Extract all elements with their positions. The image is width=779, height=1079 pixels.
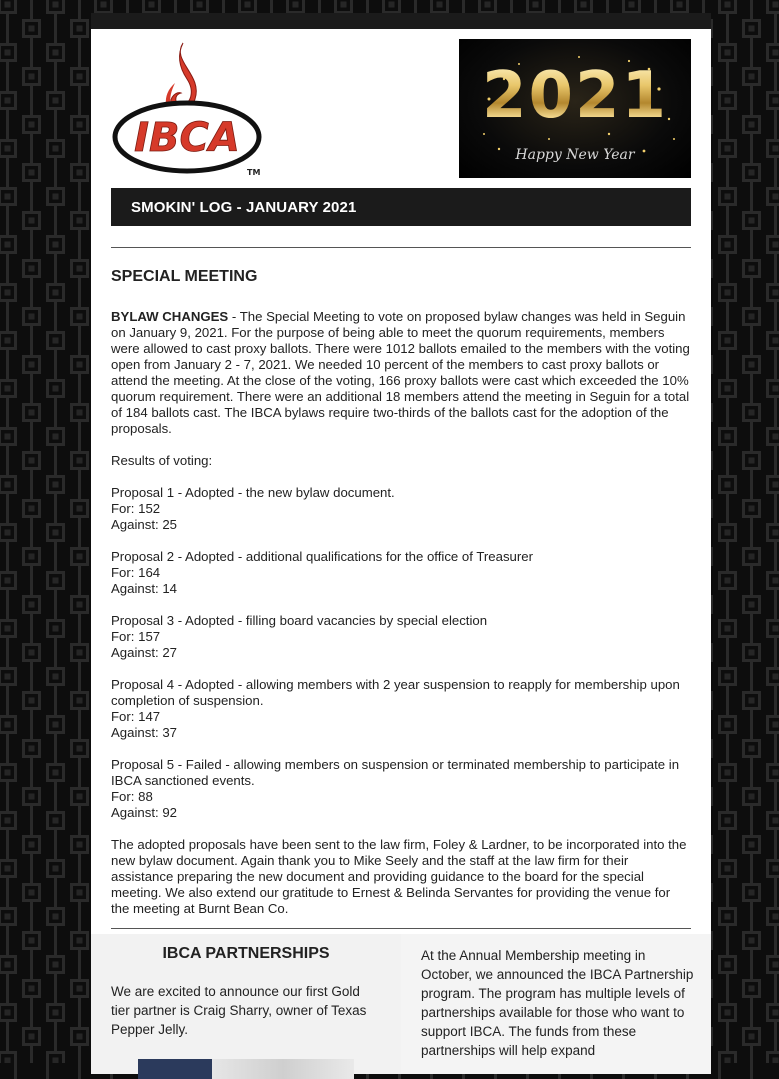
proposal-for: For: 88	[111, 789, 153, 804]
newsletter-title-bar	[111, 188, 691, 226]
proposal-title: Proposal 1 - Adopted - the new bylaw document.	[111, 485, 395, 500]
proposal-title: Proposal 3 - Adopted - filling board vacancies by special election	[111, 613, 488, 628]
section-heading: SPECIAL MEETING	[111, 268, 258, 285]
proposal-title: Proposal 4 - Adopted - allowing members with 2 year suspension to reapply for membership upon completion of suspension.	[111, 677, 680, 708]
divider	[111, 928, 691, 929]
top-strip	[91, 13, 711, 29]
ibca-logo[interactable]	[111, 39, 271, 177]
proposal-for: For: 164	[111, 565, 161, 580]
proposal-against: Against: 14	[111, 581, 177, 596]
results-label: Results of voting:	[111, 453, 213, 468]
proposal-item	[111, 549, 691, 597]
proposal-against: Against: 27	[111, 645, 177, 660]
proposal-for: For: 157	[111, 629, 161, 644]
intro-paragraph	[111, 309, 691, 437]
partnerships-heading: IBCA PARTNERSHIPS	[162, 945, 330, 962]
new-year-image	[459, 39, 691, 178]
closing-paragraph: The adopted proposals have been sent to the law firm, Foley & Lardner, to be incorporated into the new bylaw document. Again thank you to Mike Seely and the staff at the law firm for their assistance preparing the new document and providing guidance to the board for the special meeting. We also extend our gratitude to Ernest & Belinda Servantes for providing the venue for the meeting at Burnt Bean Co.	[111, 837, 687, 916]
partnerships-left-column	[111, 944, 381, 1039]
svg-text:TM: TM	[247, 168, 261, 177]
proposal-for: For: 152	[111, 501, 161, 516]
proposal-item	[111, 757, 691, 821]
proposal-item	[111, 677, 691, 741]
proposal-for: For: 147	[111, 709, 161, 724]
partnerships-section	[91, 934, 711, 1074]
svg-text:IBCA: IBCA	[134, 115, 240, 161]
partnerships-description: At the Annual Membership meeting in October, we announced the IBCA Partnership program. The program has multiple levels of partnerships available for those who want to support IBCA. The funds from these partnerships will help expand	[421, 948, 694, 1058]
hero-caption: Happy New Year	[515, 147, 635, 163]
intro-text: - The Special Meeting to vote on proposed bylaw changes was held in Seguin on January 9, 2021. For the purpose of being able to meet the quorum requirements, members were allowed to cast proxy ballots. There were 1012 ballots emailed to the members with the voting open from January 2 - 7, 2021. We needed 10 percent of the members to cast proxy ballots or attend the meeting. At the close of the voting, 166 proxy ballots were cast which exceeded the 10% quorum requirement. There were an additional 18 members attend the meeting in Seguin for a total of 184 ballots cast. The IBCA bylaws require two-thirds of the ballots cast for the adoption of the proposals.	[111, 309, 690, 436]
proposal-item	[111, 613, 691, 661]
proposal-title: Proposal 2 - Adopted - additional qualifications for the office of Treasurer	[111, 549, 534, 564]
partnerships-right-column	[421, 946, 696, 1060]
proposal-item	[111, 485, 691, 533]
proposal-against: Against: 25	[111, 517, 177, 532]
newsletter-title: SMOKIN' LOG - JANUARY 2021	[131, 199, 357, 216]
proposal-against: Against: 37	[111, 725, 177, 740]
intro-label: BYLAW CHANGES	[111, 309, 229, 324]
special-meeting-section	[111, 267, 691, 933]
newsletter-container	[91, 29, 711, 1069]
divider	[111, 247, 691, 248]
proposal-against: Against: 92	[111, 805, 177, 820]
proposal-title: Proposal 5 - Failed - allowing members on suspension or terminated membership to participate in IBCA sanctioned events.	[111, 757, 680, 788]
hero-year: 2021	[459, 61, 691, 131]
partner-image	[138, 1059, 354, 1079]
partnerships-announcement: We are excited to announce our first Gold tier partner is Craig Sharry, owner of Texas Pepper Jelly.	[111, 984, 367, 1037]
